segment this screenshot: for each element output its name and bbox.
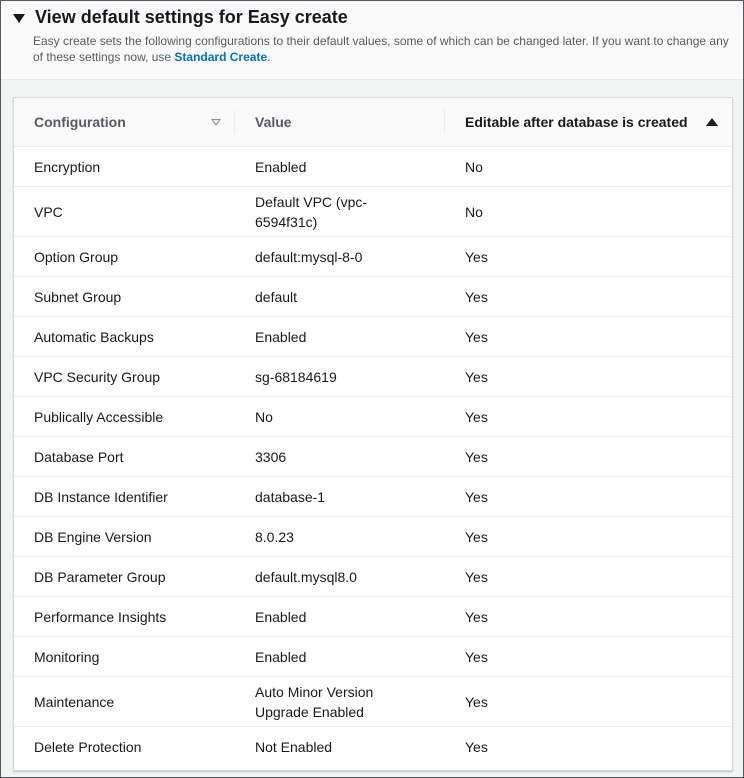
cell-configuration: VPC Security Group (14, 357, 235, 397)
table-row (14, 477, 732, 517)
cell-configuration: Monitoring (14, 637, 235, 677)
cell-configuration: Delete Protection (34, 738, 142, 755)
column-header-configuration[interactable] (14, 98, 235, 147)
cell-configuration: Option Group (14, 237, 235, 277)
section-description (33, 33, 733, 65)
cell-editable: Yes (445, 597, 732, 637)
cell-configuration: DB Instance Identifier (14, 477, 235, 517)
cell-editable: Yes (445, 357, 732, 397)
cell-configuration: VPC (14, 187, 235, 237)
cell-configuration: DB Engine Version (14, 517, 235, 557)
expand-toggle[interactable] (13, 5, 348, 29)
table-row (14, 357, 732, 397)
cell-value: default (235, 277, 445, 317)
cell-editable: Yes (445, 317, 732, 357)
cell-editable: Yes (445, 517, 732, 557)
cell-editable: Yes (465, 738, 488, 755)
table-row (14, 437, 732, 477)
cell-value: Enabled (235, 637, 445, 677)
sort-descending-icon[interactable] (211, 119, 221, 126)
table-row (14, 637, 732, 677)
description-text: Easy create sets the following configurations to their default values, some of which can be changed later. If you want to change any of these settings now, use (33, 34, 729, 64)
table-row (14, 397, 732, 437)
cell-editable: Yes (445, 437, 732, 477)
column-header-editable[interactable] (445, 98, 732, 147)
cell-editable: Yes (445, 237, 732, 277)
sort-ascending-icon[interactable] (706, 118, 718, 126)
cell-editable: Yes (445, 277, 732, 317)
cell-configuration: Database Port (14, 437, 235, 477)
cell-editable: Yes (445, 637, 732, 677)
cell-value: Auto Minor Version Upgrade Enabled (235, 677, 445, 727)
table-row (14, 147, 732, 187)
cell-editable: Yes (445, 477, 732, 517)
cell-value: default:mysql-8-0 (235, 237, 445, 277)
cell-value: 8.0.23 (235, 517, 445, 557)
cell-value: Enabled (235, 597, 445, 637)
cell-configuration: DB Parameter Group (14, 557, 235, 597)
table-row (14, 317, 732, 357)
cell-editable: No (445, 147, 732, 187)
cell-value: 3306 (235, 437, 445, 477)
column-label: Editable after database is created (465, 114, 688, 130)
table-row (14, 597, 732, 637)
table-row (14, 277, 732, 317)
table-row (14, 517, 732, 557)
table-row (14, 557, 732, 597)
cell-configuration: Performance Insights (14, 597, 235, 637)
cell-editable: Yes (445, 677, 732, 727)
table-row (14, 187, 732, 237)
cell-configuration: Automatic Backups (14, 317, 235, 357)
table-row (14, 237, 732, 277)
cell-configuration: Subnet Group (14, 277, 235, 317)
column-label: Value (255, 114, 292, 130)
cell-value: database-1 (235, 477, 445, 517)
cell-editable: Yes (445, 397, 732, 437)
section-title: View default settings for Easy create (35, 7, 348, 27)
cell-value: Default VPC (vpc-6594f31c) (235, 187, 445, 237)
cell-editable: Yes (445, 557, 732, 597)
cell-editable: No (445, 187, 732, 237)
cell-value: sg-68184619 (235, 357, 445, 397)
description-end: . (267, 50, 271, 64)
cell-value: Enabled (235, 147, 445, 187)
caret-down-icon (13, 14, 25, 23)
cell-configuration: Encryption (14, 147, 235, 187)
settings-table (14, 98, 732, 767)
table-row (14, 677, 732, 727)
column-label: Configuration (34, 114, 126, 130)
standard-create-link[interactable]: Standard Create (174, 50, 268, 64)
cell-value: default.mysql8.0 (235, 557, 445, 597)
cell-value: No (235, 397, 445, 437)
settings-table-container (13, 97, 733, 771)
cell-configuration: Publically Accessible (14, 397, 235, 437)
section-header (1, 1, 743, 80)
cell-value: Enabled (235, 317, 445, 357)
column-header-value[interactable] (235, 98, 445, 147)
cell-value: Not Enabled (255, 738, 333, 755)
cell-configuration: Maintenance (14, 677, 235, 727)
table-row (14, 727, 732, 767)
